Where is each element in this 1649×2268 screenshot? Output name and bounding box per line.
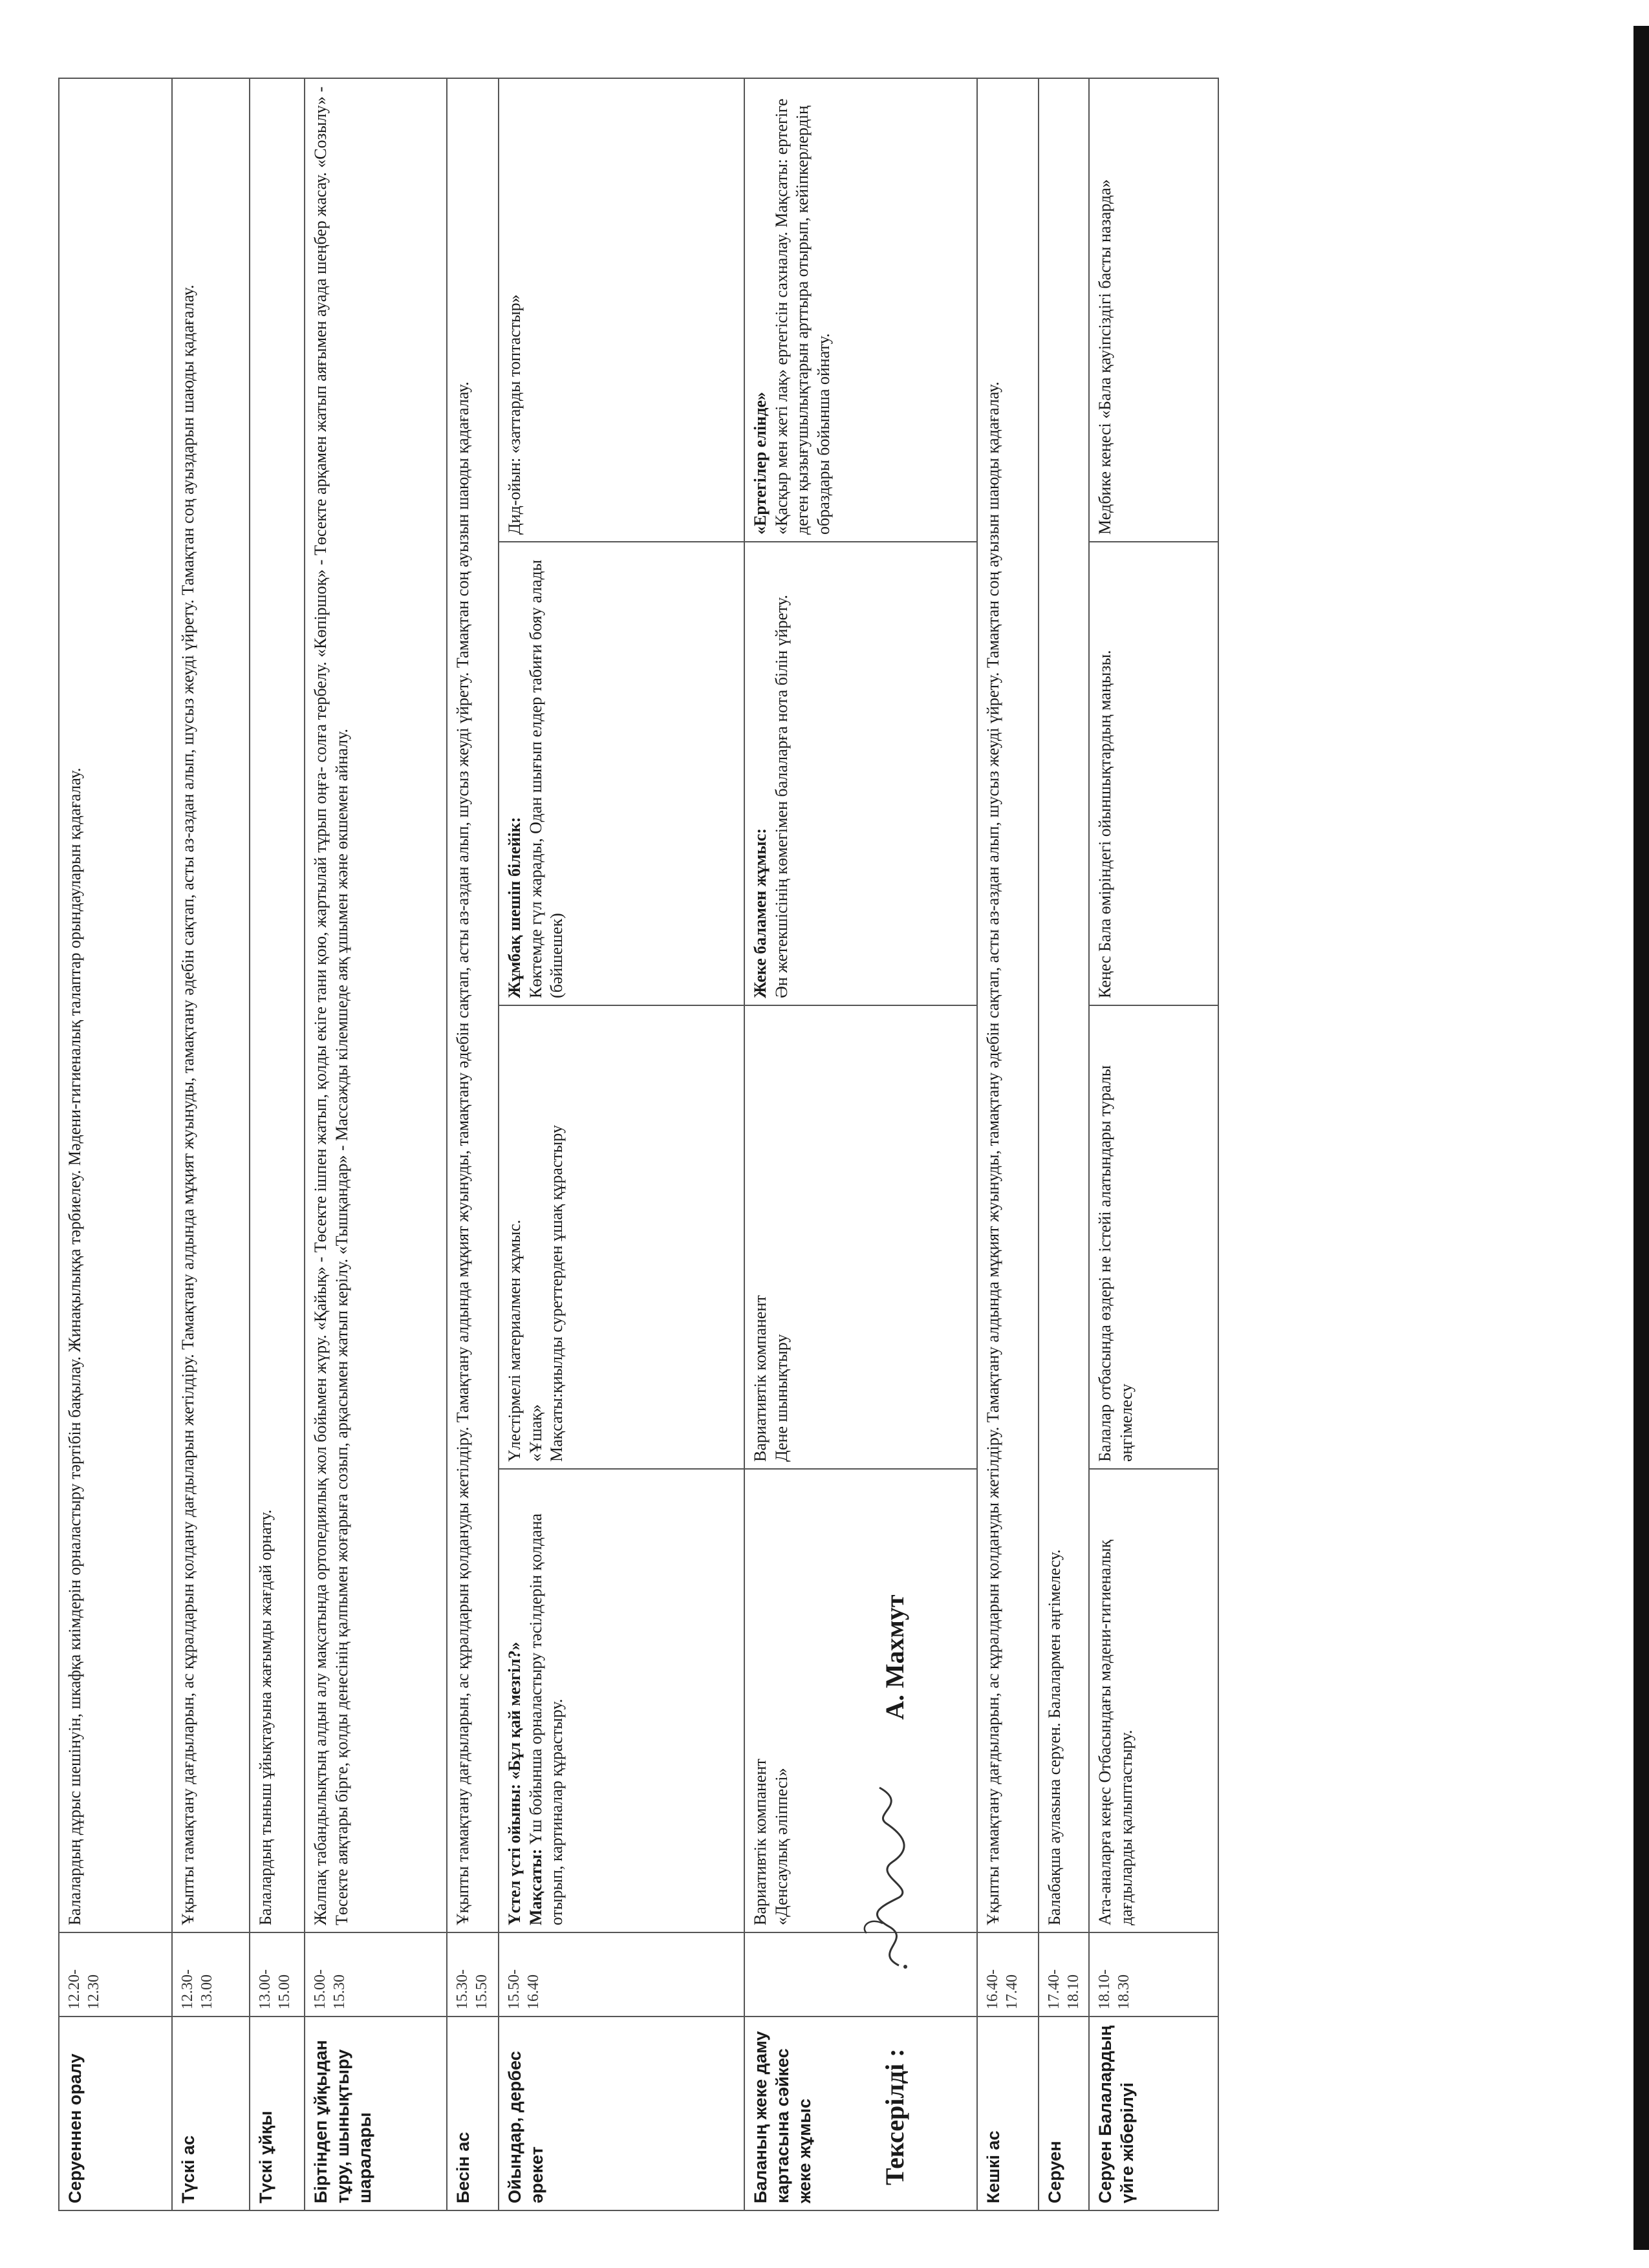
individual-cell-title: «Ертегілер елінде» [751, 392, 770, 535]
checker-name: А. Махмут [880, 1594, 909, 1720]
table-row [250, 78, 305, 2210]
games-goal-label: «Ұшақ» [526, 1404, 545, 1462]
row-section: Біртіндеп ұйқыдан тұру, шынықтыру шаралары [305, 2017, 447, 2210]
signature [854, 1765, 925, 1972]
dinner-time: 16.40-17.40 [977, 1932, 1039, 2017]
games-cell-title: Үлестірмелі материалмен жұмыс. [505, 1219, 524, 1462]
walk-text: Балабақша аулasына серуен. Балалармен әңгімелесу. [1039, 78, 1089, 1932]
games-section: Ойындар, дербес әрекет [499, 2017, 744, 2210]
games-cell-title: Дид-ойын: «заттарды топтастыр» [505, 294, 524, 535]
games-cell [499, 1469, 744, 1932]
table-row [447, 78, 499, 2210]
footer-rotated [841, 1422, 970, 2185]
individual-cell-text: «Денсаулық әліппесі» [771, 1768, 791, 1925]
home-time: 18.10-18.30 [1089, 1932, 1218, 2017]
individual-cell-text: Дене шынықтыру [771, 1334, 791, 1462]
row-section: Серуеннен оралу [59, 2017, 172, 2210]
row-section: Түскі ұйқы [250, 2017, 305, 2210]
individual-cell-title: Вариативтік компанент [751, 1759, 770, 1925]
games-goal: Мақсаты:қиылды суреттерден ұшақ құрастыру [547, 1125, 566, 1462]
row-section: Бесін ас [447, 2017, 499, 2210]
home-section: Серуен Балалардың үйге жіберілуі [1089, 2017, 1218, 2210]
individual-cell-title: Вариативтік компанент [751, 1295, 770, 1462]
table-row [59, 78, 172, 2210]
games-cell-title: Жұмбақ шешіп білейік: [505, 817, 524, 998]
table-row [305, 78, 447, 2210]
footer [841, 1422, 1423, 2198]
individual-cell [744, 542, 977, 1005]
home-cell: Кеңес Бала өміріндегі ойыншықтардың маңызы. [1089, 542, 1218, 1005]
row-time: 13.00-15.00 [250, 1932, 305, 2017]
games-cell [499, 542, 744, 1005]
row-text: Жалпақ табандылықтың алдын алу мақсатында ортопедиялық жол бойымен жүру. «Қайық» - Төсекте ішпен жатып, қолды екіге тани қою, жартылай тұрып оңға- солға тербелу. «Көпіршоқ» - Төсекте арқамен жатып аяғымен ауада шеңбер жасау. «Созылу» - Төсекте аяқтары бірге, қолды денесінің қалпымен жоғарыға созып, арқасымен жатып керілу. «Тышқандар» - Массажды кілемшеде аяқ ұшымен және өкшемен айналу. [305, 78, 447, 1932]
table-row [499, 78, 744, 2210]
home-cell: Балалар отбасында өздері не істейі алатындары туралы әңгімелесу [1089, 1005, 1218, 1469]
dinner-section: Кешкі ас [977, 2017, 1039, 2210]
walk-time: 17.40-18.10 [1039, 1932, 1089, 2017]
checked-label: Тексерілді : [880, 2048, 909, 2185]
home-cell: Медбике кеңесі «Бала қауіпсіздігі басты назарда» [1089, 78, 1218, 542]
row-text: Ұқыпты тамақтану дағдыларын, ас құралдарын қолдану дағдыларын жетілдіру. Тамақтану алдында мұқият жуынуды, тамақтану әдебін сақтап, асты аз-аздан алып, шусыз жеуді үйрету. Тамақтан соң ауыздарын шаюды қадағалау. [172, 78, 250, 1932]
games-cell [499, 1005, 744, 1469]
table-row [172, 78, 250, 2210]
home-cell: Ата-аналарға кеңес Отбасындағы мәдени-гигиеналық дағдыларды қалыптастыру. [1089, 1469, 1218, 1932]
row-text: Балалардың тыныш ұйықтауына жағымды жағдай орнату. [250, 78, 305, 1932]
walk-section: Серуен [1039, 2017, 1089, 2210]
individual-cell-text: Ән жетекшісінің көмегімен балаларға нота білін үйрету. [771, 594, 791, 998]
games-cell-title: Үстел үсті ойыны: «Бұл қай мезгіл?» [505, 1642, 524, 1925]
row-time: 15.30-15.50 [447, 1932, 499, 2017]
row-time: 12.20-12.30 [59, 1932, 172, 2017]
row-text: Балалардың дұрыс шешінуін, шкафқа киімдерін орналастыру тәртібін бақылау. Жинақылыққа тәрбиелеу. Мәдени-гигиеналық талаптар орындауларын қадағалау. [59, 78, 172, 1932]
individual-cell-text: «Қасқыр мен жеті лақ» ертегісін сахналау. Мақсаты: ертегіге деген қызығушылықтарын арттыра отырып, кейіпкерлердің образдары бойынша ойнату. [771, 98, 833, 535]
individual-section: Баланың жеке даму картасына сәйкес жеке жұмыс [744, 2017, 977, 2210]
row-text: Ұқыпты тамақтану дағдыларын, ас құралдарын қолдануды жетілдіру. Тамақтану алдында мұқият жуынуды, тамақтану әдебін сақтап, асты аз-аздан алып, шусыз жеуді үйрету. Тамақтан соң ауызын шаюды қадағалау. [447, 78, 499, 1932]
scan-edge [1633, 26, 1649, 2250]
row-section: Түскі ас [172, 2017, 250, 2210]
row-time: 12.30-13.00 [172, 1932, 250, 2017]
individual-cell-title: Жеке баламен жұмыс: [751, 828, 770, 998]
games-goal: Көктемде гүл жарады, Одан шығып елдер табиғи бояу алады (бәйшешек) [526, 559, 566, 998]
dinner-text: Ұқыпты тамақтану дағдыларын, ас құралдарын қолдануды жетілдіру. Тамақтану алдында мұқият жуынуды, тамақтану әдебін сақтап, асты аз-аздан алып, шусыз жеуді үйрету. Тамақтан соң ауызын шаюды қадағалау. [977, 78, 1039, 1932]
individual-cell [744, 1005, 977, 1469]
games-goal-label: Мақсаты: [526, 1848, 545, 1925]
individual-cell [744, 78, 977, 542]
games-goal: Үш бойынша орналастыру тәсілдерін қолдана отырып, картиналар құрастыру. [526, 1513, 566, 1925]
games-cell [499, 78, 744, 542]
row-time: 15.00-15.30 [305, 1932, 447, 2017]
games-time: 15.50-16.40 [499, 1932, 744, 2017]
